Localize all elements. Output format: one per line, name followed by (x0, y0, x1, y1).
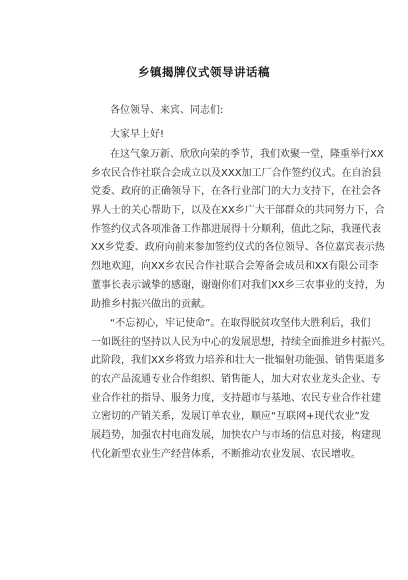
paragraph-line: 烈地欢迎，向XX乡农民合作社联合会筹备会成员和XX有限公司李 (91, 261, 379, 273)
paragraph-2 (91, 315, 391, 465)
paragraph-line: 展趋势，加强农村电商发展，加快农户与市场的信息对接，构建现 (91, 430, 381, 442)
paragraph-line: 代化新型农业生产经营体系，不断推动农业发展、农民增收。 (91, 448, 361, 460)
salutation: 各位领导、来宾、同志们: (110, 105, 224, 116)
paragraph-line: 作签约仪式各项准备工作都进展得十分顺利，值此之际，我谨代表 (91, 223, 381, 235)
paragraph-line: 在这气象万新、欣欣向荣的季节，我们欢聚一堂，隆重举行XX (110, 149, 384, 160)
greeting: 大家早上好! (110, 129, 165, 140)
paragraph-line: “不忘初心，牢记使命”。在取得脱贫攻坚伟大胜利后，我们 (110, 318, 371, 329)
paragraph-line: 界人士的关心帮助下，以及在XX乡广大干部群众的共同努力下，合 (91, 205, 385, 217)
paragraph-line: 此阶段，我们XX乡将致力培养和壮大一批辐射功能强、销售渠道多 (91, 355, 385, 367)
paragraph-line: 助推乡村振兴做出的贡献。 (91, 298, 211, 310)
paragraph-line: 董事长表示诚挚的感谢，谢谢你们对我们XX乡三农事业的支持，为 (91, 279, 385, 291)
document-title: 乡镇揭牌仪式领导讲话稿 (138, 65, 270, 79)
paragraph-line: 立密切的产销关系，发展订单农业，顺应“互联网+现代农业”发 (91, 411, 370, 423)
paragraph-line: 业合作社的指导、服务力度，支持超市与基地、农民专业合作社建 (91, 392, 381, 404)
paragraph-line: 的农产品流通专业合作组织、销售能人，加大对农业龙头企业、专 (91, 374, 381, 386)
paragraph-line: 乡农民合作社联合会成立以及XXX加工厂合作签约仪式。在自治县 (91, 167, 382, 179)
paragraph-line: 一如既往的坚持以人民为中心的发展思想，持续全面推进乡村振兴。 (91, 336, 391, 348)
paragraph-1 (91, 146, 385, 314)
paragraph-line: XX乡党委、政府向前来参加签约仪式的各位领导、各位嘉宾表示热 (91, 242, 385, 254)
paragraph-line: 党委、政府的正确领导下，在各行业部门的大力支持下，在社会各 (91, 186, 381, 198)
